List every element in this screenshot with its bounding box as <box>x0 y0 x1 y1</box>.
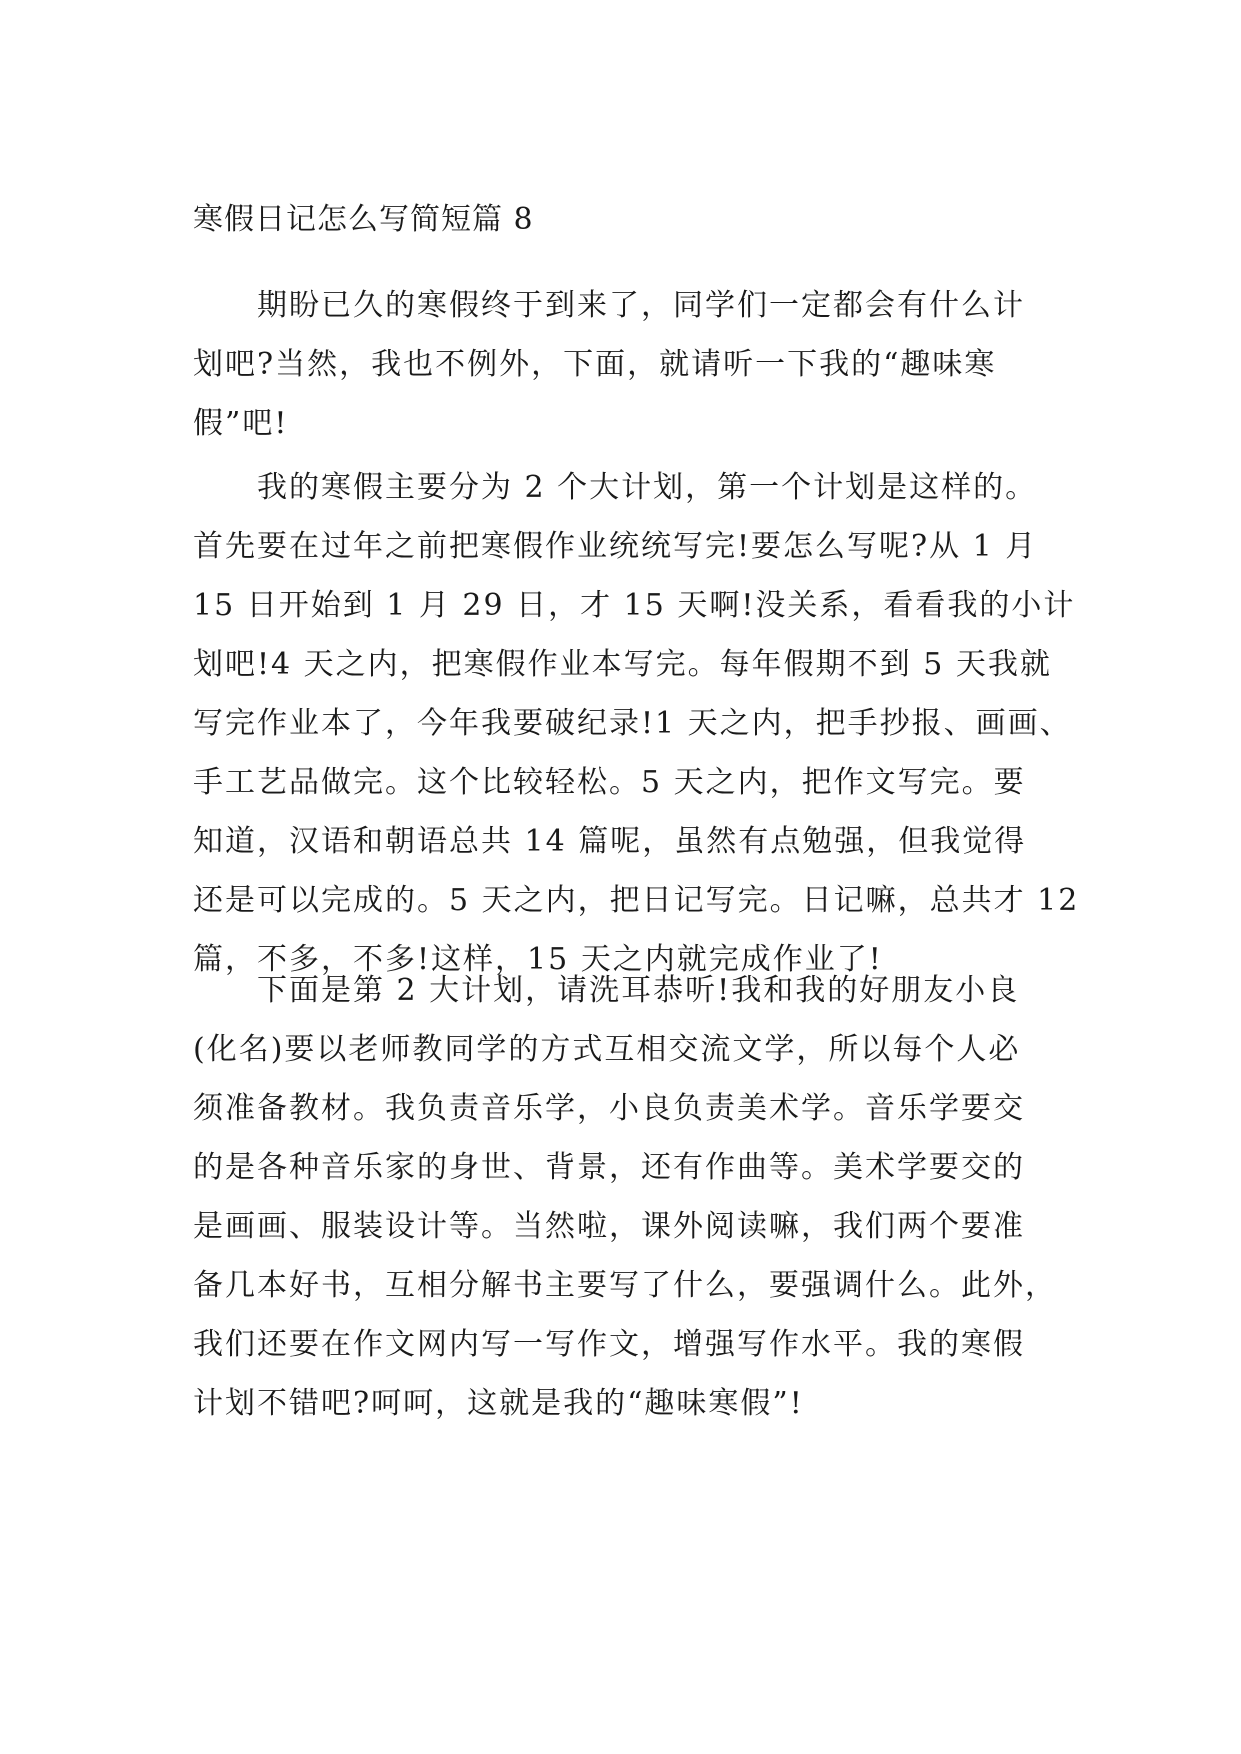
paragraph-3 <box>193 961 1057 1433</box>
text-line: 期盼已久的寒假终于到来了，同学们一定都会有什么计 <box>257 288 1025 323</box>
text-line: 首先要在过年之前把寒假作业统统写完!要怎么写呢?从 1 月 <box>193 529 1038 564</box>
text-line: 写完作业本了，今年我要破纪录!1 天之内，把手抄报、画画、 <box>193 706 1072 741</box>
text-line: 手工艺品做完。这个比较轻松。5 天之内，把作文写完。要 <box>193 765 1026 800</box>
paragraph-1 <box>193 276 1053 453</box>
text-line: 划吧!4 天之内，把寒假作业本写完。每年假期不到 5 天我就 <box>193 647 1052 682</box>
text-line: 须准备教材。我负责音乐学，小良负责美术学。音乐学要交 <box>193 1091 1025 1126</box>
text-line: (化名)要以老师教同学的方式互相交流文学，所以每个人必 <box>193 1032 1021 1067</box>
text-line: 我的寒假主要分为 2 个大计划，第一个计划是这样的。 <box>257 470 1038 505</box>
text-line: 备几本好书，互相分解书主要写了什么，要强调什么。此外， <box>193 1268 1057 1303</box>
document-title: 寒假日记怎么写简短篇 8 <box>193 202 534 237</box>
text-line: 划吧?当然，我也不例外，下面，就请听一下我的“趣味寒 <box>193 347 997 382</box>
text-line: 知道，汉语和朝语总共 14 篇呢，虽然有点勉强，但我觉得 <box>193 824 1027 859</box>
text-line: 15 日开始到 1 月 29 日，才 15 天啊!没关系，看看我的小计 <box>193 588 1076 623</box>
text-line: 我们还要在作文网内写一写作文，增强写作水平。我的寒假 <box>193 1327 1025 1362</box>
text-line: 下面是第 2 大计划，请洗耳恭听!我和我的好朋友小良 <box>257 973 1020 1008</box>
text-line: 还是可以完成的。5 天之内，把日记写完。日记嘛，总共才 12 <box>193 883 1080 918</box>
text-line: 的是各种音乐家的身世、背景，还有作曲等。美术学要交的 <box>193 1150 1025 1185</box>
text-line: 假”吧! <box>193 406 289 441</box>
text-line: 计划不错吧?呵呵，这就是我的“趣味寒假”! <box>193 1386 804 1421</box>
paragraph-2 <box>193 458 1080 989</box>
text-line: 是画画、服装设计等。当然啦，课外阅读嘛，我们两个要准 <box>193 1209 1025 1244</box>
text-line: 篇，不多，不多!这样，15 天之内就完成作业了! <box>193 942 883 977</box>
